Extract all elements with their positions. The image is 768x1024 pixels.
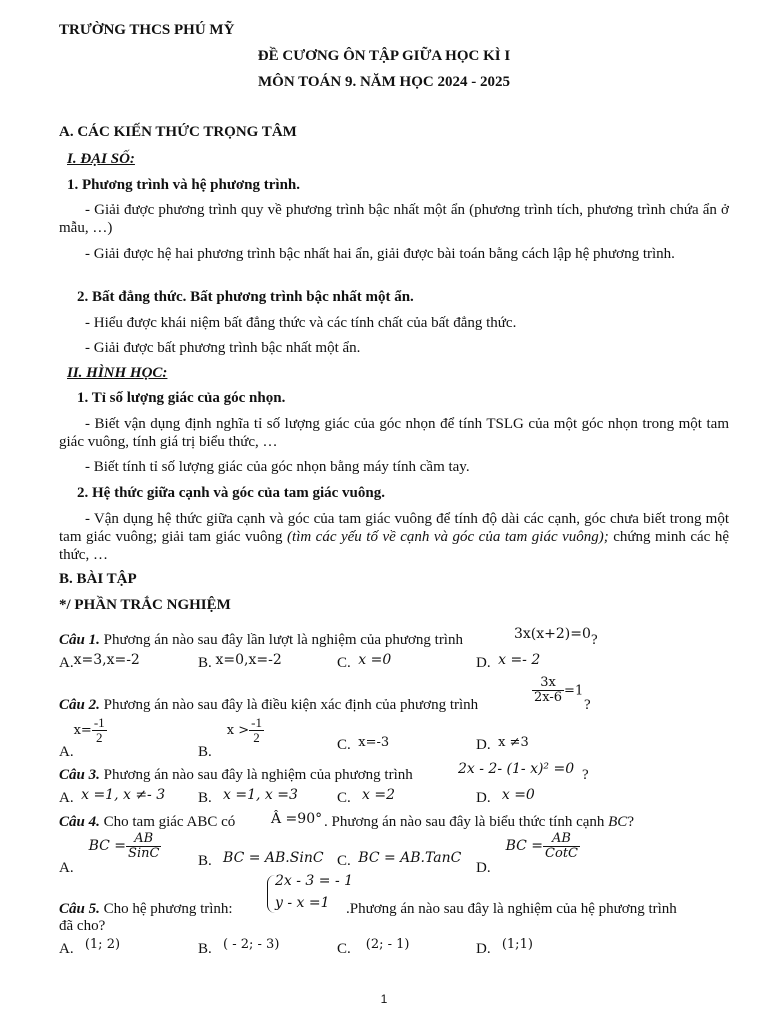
document-subtitle: MÔN TOÁN 9. NĂM HỌC 2024 - 2025 [258,74,510,90]
q4-option-b[interactable] [198,850,324,870]
option-numerator: -1 [93,715,105,730]
option-value: BC = AB.TanC [358,850,462,866]
option-value: x=-3 [358,735,390,750]
option-denominator: SinC [128,846,160,861]
option-value: x =1, x ≠- 3 [81,787,166,803]
option-numerator: AB [126,832,161,847]
option-value: (1; 2) [84,937,121,952]
option-letter: B. [198,790,212,806]
document-title: ĐỀ CƯƠNG ÔN TẬP GIỮA HỌC KÌ I [257,48,511,64]
school-name: TRƯỜNG THCS PHÚ MỸ [59,22,235,38]
topic-equations: 1. Phương trình và hệ phương trình. [67,177,300,193]
algebra-heading: I. ĐẠI SỐ: [67,151,135,167]
question-4-formula: Â =90° [271,811,323,827]
question-4-tail [324,814,634,831]
option-letter: C. [337,941,351,957]
option-letter: D. [476,941,491,957]
page-number: 1 [380,992,388,1006]
q4-option-c[interactable] [337,850,462,870]
option-value: x=3,x=-2 [73,652,140,668]
option-numerator: AB [543,832,580,847]
option-letter: B. [198,743,212,760]
question-4 [59,814,235,831]
option-value: x ≠3 [498,735,529,750]
q2-option-c[interactable] [337,737,389,754]
topic-right-triangle-point-1 [59,510,729,564]
option-letter: D. [476,859,491,876]
topic-inequalities-point-1: - Hiểu được khái niệm bất đẳng thức và các tính chất của bất đẳng thức. [85,315,517,331]
question-1-tail: ? [591,632,598,648]
question-3 [59,767,413,784]
point-text-end: chứng minh các hệ thức, … [59,529,729,563]
point-text: - Vận dụng hệ thức giữa cạnh và góc của tam giác vuông để tính độ dài các cạnh, góc chưa biết trong một tam giác vuông; giải tam giác vuông [59,511,729,545]
q1-option-d[interactable] [476,652,541,672]
question-label: Câu 3. [59,767,100,783]
option-value: x=0,x=-2 [215,652,282,668]
q1-option-a[interactable] [59,652,140,672]
tail-end: ? [627,814,634,830]
tail-text: . Phương án nào sau đây là biểu thức tính cạnh [324,814,609,830]
option-value: x =- 2 [498,652,541,668]
option-letter: A. [59,655,74,671]
topic-right-triangle: 2. Hệ thức giữa cạnh và góc của tam giác vuông. [77,485,385,501]
q1-option-b[interactable] [198,652,282,672]
option-value: ( - 2; - 3) [223,937,280,952]
q5-option-c[interactable] [337,937,410,958]
option-lhs: BC = [505,837,544,854]
option-letter: D. [476,737,491,753]
question-2-formula [532,676,583,705]
system-equation-1: 2x - 3 = - 1 [275,873,354,889]
option-letter: C. [337,853,351,869]
q3-option-c[interactable] [337,787,395,807]
section-a-heading: A. CÁC KIẾN THỨC TRỌNG TÂM [59,124,297,140]
option-letter: C. [337,655,351,671]
option-letter: A. [59,743,74,760]
option-letter: C. [337,790,351,806]
topic-equations-point-1: - Giải được phương trình quy về phương trình bậc nhất một ẩn (phương trình tích, phương trình chứa ẩn ở mẫu, …) [59,202,729,236]
topic-trig-ratios: 1. Tỉ số lượng giác của góc nhọn. [77,390,286,406]
option-letter: B. [198,853,212,869]
option-value: x =1, x =3 [223,787,298,803]
topic-inequalities: 2. Bất đẳng thức. Bất phương trình bậc nhất một ẩn. [77,289,414,305]
question-5-tail: .Phương án nào sau đây là nghiệm của hệ phương trình [346,901,677,917]
q1-option-c[interactable] [337,652,392,672]
question-1 [59,632,463,649]
question-text: Cho hệ phương trình: [99,901,233,917]
question-3-formula: 2x - 2- (1- x)² =0 [458,761,575,777]
q5-option-d[interactable] [476,937,533,958]
question-5 [59,901,233,918]
geometry-heading: II. HÌNH HỌC: [67,365,168,381]
topic-trig-ratios-point-2: - Biết tính tỉ số lượng giác của góc nhọn bằng máy tính cầm tay. [85,459,470,475]
question-3-tail: ? [582,767,589,783]
q2-option-a[interactable] [59,715,107,760]
question-2-tail: ? [584,697,591,713]
option-numerator: -1 [251,715,262,730]
formula-rhs: =1 [564,683,584,699]
option-letter: A. [59,859,74,876]
question-label: Câu 2. [59,697,100,713]
option-prefix: x= [73,722,92,738]
q5-option-b[interactable] [198,937,280,958]
formula-numerator: 3x [532,676,564,691]
option-letter: B. [198,655,212,671]
option-value: x =2 [362,787,395,803]
tail-bc: BC [608,814,628,830]
question-text: Phương án nào sau đây là điều kiện xác định của phương trình [99,697,479,713]
option-value: (2; - 1) [365,937,410,952]
option-prefix: x > [226,722,250,738]
option-denominator: 2 [96,730,103,745]
option-value: (1;1) [501,937,533,952]
q2-option-d[interactable] [476,737,529,754]
q3-option-d[interactable] [476,787,535,807]
option-denominator: CotC [545,846,578,861]
topic-equations-point-2: - Giải được hệ hai phương trình bậc nhất hai ẩn, giải được bài toán bằng cách lập hệ phương trình. [85,246,675,262]
q5-option-a[interactable] [59,937,121,958]
section-b-heading: B. BÀI TẬP [59,571,137,587]
option-letter: A. [59,941,74,957]
q2-option-b[interactable] [198,715,264,760]
system-equation-2: y - x =1 [275,895,330,911]
q3-option-b[interactable] [198,787,298,807]
q4-option-a[interactable] [59,831,161,876]
q4-option-d[interactable] [476,831,580,876]
option-letter: A. [59,790,74,806]
option-denominator: 2 [253,730,260,745]
option-letter: D. [476,655,491,671]
question-label: Câu 4. [59,814,100,830]
topic-inequalities-point-2: - Giải được bất phương trình bậc nhất một ẩn. [85,340,361,356]
option-letter: C. [337,737,351,753]
question-text: Cho tam giác ABC có [99,814,236,830]
question-label: Câu 1. [59,632,100,648]
option-letter: D. [476,790,491,806]
question-text: Phương án nào sau đây lần lượt là nghiệm của phương trình [99,632,463,648]
topic-trig-ratios-point-1: - Biết vận dụng định nghĩa tỉ số lượng giác của góc nhọn để tính TSLG của một góc nhọn trong một tam giác vuông, tính giá trị biểu thức, … [59,416,729,450]
question-5-tail-2: đã cho? [59,918,106,934]
question-label: Câu 5. [59,901,100,917]
option-value: x =0 [501,787,535,803]
option-value: x =0 [358,652,392,668]
multiple-choice-heading: */ PHẦN TRẮC NGHIỆM [59,597,231,613]
formula-denominator: 2x-6 [534,690,563,705]
option-letter: B. [198,941,212,957]
point-italic-note: (tìm các yếu tố về cạnh và góc của tam giác vuông); [287,529,609,545]
question-2 [59,697,478,714]
question-text: Phương án nào sau đây là nghiệm của phương trình [99,767,413,783]
q3-option-a[interactable] [59,787,166,807]
option-lhs: BC = [88,837,127,854]
option-value: BC = AB.SinC [223,850,324,866]
question-1-formula: 3x(x+2)=0 [514,626,591,642]
